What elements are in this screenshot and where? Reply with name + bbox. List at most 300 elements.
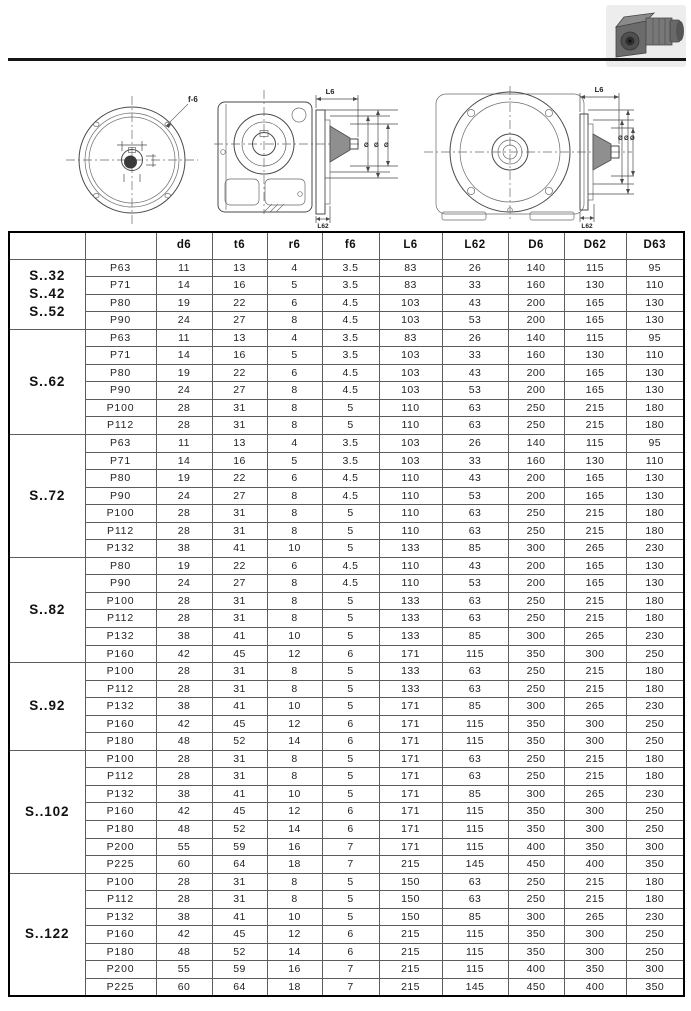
value-cell: 48 <box>156 733 212 751</box>
table-head <box>9 232 684 259</box>
model-cell: P63 <box>85 259 156 277</box>
value-cell: 130 <box>626 382 684 400</box>
value-cell: 103 <box>379 452 442 470</box>
value-cell: 180 <box>626 610 684 628</box>
value-cell: 5 <box>267 277 322 295</box>
value-cell: 300 <box>508 698 564 716</box>
table-row <box>9 680 684 698</box>
value-cell: 300 <box>626 961 684 979</box>
value-cell: 5 <box>322 698 379 716</box>
value-cell: 63 <box>442 768 508 786</box>
value-cell: 27 <box>212 382 267 400</box>
value-cell: 5 <box>322 592 379 610</box>
value-cell: 16 <box>267 961 322 979</box>
value-cell: 85 <box>442 540 508 558</box>
value-cell: 350 <box>508 943 564 961</box>
value-cell: 110 <box>379 399 442 417</box>
value-cell: 18 <box>267 978 322 996</box>
value-cell: 5 <box>322 680 379 698</box>
group-label-line: S..102 <box>25 803 70 819</box>
value-cell: 83 <box>379 259 442 277</box>
group-label <box>9 873 85 996</box>
value-cell: 300 <box>508 627 564 645</box>
group-label-line: S..92 <box>29 698 66 714</box>
side-view-l6-label: L6 <box>325 87 335 96</box>
group-label-line: S..82 <box>29 601 66 617</box>
value-cell: 171 <box>379 733 442 751</box>
value-cell: 230 <box>626 785 684 803</box>
value-cell: 130 <box>626 487 684 505</box>
value-cell: 5 <box>322 663 379 681</box>
value-cell: 265 <box>564 908 626 926</box>
value-cell: 63 <box>442 522 508 540</box>
value-cell: 115 <box>442 733 508 751</box>
value-cell: 33 <box>442 452 508 470</box>
value-cell: 110 <box>626 347 684 365</box>
table-row <box>9 627 684 645</box>
value-cell: 165 <box>564 557 626 575</box>
model-cell: P200 <box>85 961 156 979</box>
table-row <box>9 856 684 874</box>
value-cell: 171 <box>379 838 442 856</box>
value-cell: 265 <box>564 785 626 803</box>
table-row <box>9 364 684 382</box>
value-cell: 63 <box>442 680 508 698</box>
table-row <box>9 838 684 856</box>
value-cell: 22 <box>212 294 267 312</box>
front-view-l6-label: L6 <box>594 85 604 94</box>
value-cell: 215 <box>564 891 626 909</box>
model-cell: P112 <box>85 522 156 540</box>
value-cell: 130 <box>564 452 626 470</box>
value-cell: 230 <box>626 627 684 645</box>
value-cell: 8 <box>267 663 322 681</box>
value-cell: 171 <box>379 821 442 839</box>
value-cell: 110 <box>379 487 442 505</box>
value-cell: 28 <box>156 417 212 435</box>
value-cell: 171 <box>379 803 442 821</box>
value-cell: 165 <box>564 575 626 593</box>
value-cell: 11 <box>156 259 212 277</box>
model-cell: P132 <box>85 627 156 645</box>
model-cell: P100 <box>85 399 156 417</box>
value-cell: 300 <box>508 540 564 558</box>
dimension-table <box>8 231 685 997</box>
value-cell: 215 <box>564 750 626 768</box>
value-cell: 38 <box>156 785 212 803</box>
value-cell: 250 <box>508 592 564 610</box>
value-cell: 350 <box>508 715 564 733</box>
value-cell: 180 <box>626 522 684 540</box>
value-cell: 133 <box>379 592 442 610</box>
value-cell: 19 <box>156 364 212 382</box>
value-cell: 4 <box>267 329 322 347</box>
value-cell: 300 <box>564 803 626 821</box>
value-cell: 4.5 <box>322 364 379 382</box>
value-cell: 165 <box>564 364 626 382</box>
value-cell: 28 <box>156 522 212 540</box>
model-cell: P160 <box>85 803 156 821</box>
value-cell: 265 <box>564 627 626 645</box>
value-cell: 10 <box>267 698 322 716</box>
value-cell: 180 <box>626 505 684 523</box>
value-cell: 38 <box>156 908 212 926</box>
table-row <box>9 785 684 803</box>
value-cell: 200 <box>508 575 564 593</box>
value-cell: 300 <box>564 943 626 961</box>
value-cell: 5 <box>322 627 379 645</box>
value-cell: 215 <box>379 856 442 874</box>
value-cell: 48 <box>156 821 212 839</box>
value-cell: 133 <box>379 680 442 698</box>
value-cell: 4.5 <box>322 470 379 488</box>
value-cell: 450 <box>508 978 564 996</box>
value-cell: 215 <box>564 417 626 435</box>
value-cell: 59 <box>212 961 267 979</box>
value-cell: 115 <box>442 645 508 663</box>
table-row <box>9 417 684 435</box>
value-cell: 22 <box>212 557 267 575</box>
model-cell: P90 <box>85 382 156 400</box>
value-cell: 13 <box>212 434 267 452</box>
value-cell: 28 <box>156 592 212 610</box>
value-cell: 215 <box>564 505 626 523</box>
value-cell: 26 <box>442 434 508 452</box>
table-row <box>9 978 684 996</box>
value-cell: 31 <box>212 750 267 768</box>
value-cell: 5 <box>267 347 322 365</box>
value-cell: 250 <box>508 505 564 523</box>
value-cell: 350 <box>564 838 626 856</box>
value-cell: 31 <box>212 505 267 523</box>
value-cell: 300 <box>564 821 626 839</box>
dimension-table-wrap <box>8 231 685 997</box>
value-cell: 64 <box>212 978 267 996</box>
value-cell: 180 <box>626 663 684 681</box>
value-cell: 63 <box>442 592 508 610</box>
value-cell: 400 <box>508 961 564 979</box>
value-cell: 130 <box>626 470 684 488</box>
value-cell: 14 <box>267 943 322 961</box>
value-cell: 11 <box>156 329 212 347</box>
model-cell: P112 <box>85 680 156 698</box>
table-row <box>9 382 684 400</box>
value-cell: 85 <box>442 698 508 716</box>
value-cell: 171 <box>379 715 442 733</box>
value-cell: 200 <box>508 382 564 400</box>
value-cell: 3.5 <box>322 329 379 347</box>
value-cell: 48 <box>156 943 212 961</box>
value-cell: 53 <box>442 312 508 330</box>
value-cell: 165 <box>564 382 626 400</box>
value-cell: 215 <box>379 926 442 944</box>
table-row <box>9 645 684 663</box>
model-cell: P200 <box>85 838 156 856</box>
value-cell: 215 <box>379 961 442 979</box>
table-row <box>9 610 684 628</box>
value-cell: 19 <box>156 294 212 312</box>
value-cell: 10 <box>267 627 322 645</box>
value-cell: 250 <box>626 943 684 961</box>
model-cell: P71 <box>85 452 156 470</box>
value-cell: 180 <box>626 750 684 768</box>
value-cell: 400 <box>564 978 626 996</box>
value-cell: 31 <box>212 399 267 417</box>
value-cell: 115 <box>442 803 508 821</box>
value-cell: 8 <box>267 382 322 400</box>
model-cell: P160 <box>85 645 156 663</box>
value-cell: 250 <box>626 715 684 733</box>
table-row <box>9 452 684 470</box>
model-cell: P160 <box>85 926 156 944</box>
value-cell: 350 <box>626 978 684 996</box>
value-cell: 130 <box>626 557 684 575</box>
column-header: D62 <box>564 232 626 259</box>
model-cell: P225 <box>85 978 156 996</box>
value-cell: 450 <box>508 856 564 874</box>
value-cell: 8 <box>267 873 322 891</box>
value-cell: 115 <box>564 434 626 452</box>
value-cell: 110 <box>379 470 442 488</box>
value-cell: 4.5 <box>322 294 379 312</box>
column-header: D63 <box>626 232 684 259</box>
model-cell: P90 <box>85 487 156 505</box>
value-cell: 6 <box>267 294 322 312</box>
value-cell: 7 <box>322 838 379 856</box>
value-cell: 43 <box>442 557 508 575</box>
value-cell: 14 <box>156 277 212 295</box>
value-cell: 300 <box>626 838 684 856</box>
value-cell: 5 <box>322 785 379 803</box>
value-cell: 300 <box>508 785 564 803</box>
value-cell: 133 <box>379 540 442 558</box>
value-cell: 18 <box>267 856 322 874</box>
group-label-line: S..32 <box>29 267 66 283</box>
value-cell: 10 <box>267 785 322 803</box>
value-cell: 133 <box>379 663 442 681</box>
value-cell: 41 <box>212 540 267 558</box>
model-cell: P90 <box>85 575 156 593</box>
group-label <box>9 329 85 434</box>
value-cell: 140 <box>508 434 564 452</box>
flange-front-view-drawing <box>62 84 212 226</box>
value-cell: 250 <box>508 891 564 909</box>
value-cell: 165 <box>564 294 626 312</box>
value-cell: 28 <box>156 399 212 417</box>
value-cell: 165 <box>564 312 626 330</box>
value-cell: 140 <box>508 259 564 277</box>
model-cell: P132 <box>85 908 156 926</box>
model-cell: P100 <box>85 592 156 610</box>
table-row <box>9 557 684 575</box>
value-cell: 13 <box>212 329 267 347</box>
front-view-dia-mark-1: Ø <box>618 136 623 142</box>
value-cell: 250 <box>508 417 564 435</box>
value-cell: 7 <box>322 856 379 874</box>
value-cell: 130 <box>626 312 684 330</box>
model-cell: P80 <box>85 364 156 382</box>
model-cell: P90 <box>85 312 156 330</box>
value-cell: 300 <box>564 733 626 751</box>
table-row <box>9 943 684 961</box>
value-cell: 350 <box>626 856 684 874</box>
value-cell: 28 <box>156 873 212 891</box>
model-cell: P180 <box>85 943 156 961</box>
value-cell: 64 <box>212 856 267 874</box>
value-cell: 215 <box>379 978 442 996</box>
value-cell: 63 <box>442 873 508 891</box>
value-cell: 250 <box>626 821 684 839</box>
model-cell: P112 <box>85 891 156 909</box>
value-cell: 200 <box>508 312 564 330</box>
value-cell: 265 <box>564 698 626 716</box>
value-cell: 215 <box>564 592 626 610</box>
value-cell: 41 <box>212 627 267 645</box>
value-cell: 230 <box>626 698 684 716</box>
value-cell: 26 <box>442 329 508 347</box>
value-cell: 130 <box>564 277 626 295</box>
value-cell: 63 <box>442 505 508 523</box>
model-cell: P132 <box>85 785 156 803</box>
value-cell: 5 <box>322 610 379 628</box>
value-cell: 63 <box>442 417 508 435</box>
value-cell: 4.5 <box>322 575 379 593</box>
value-cell: 115 <box>442 838 508 856</box>
value-cell: 140 <box>508 329 564 347</box>
value-cell: 250 <box>508 663 564 681</box>
model-cell: P112 <box>85 417 156 435</box>
value-cell: 150 <box>379 891 442 909</box>
value-cell: 215 <box>564 399 626 417</box>
gearbox-side-view-drawing <box>212 82 404 228</box>
value-cell: 3.5 <box>322 434 379 452</box>
value-cell: 28 <box>156 680 212 698</box>
value-cell: 4.5 <box>322 382 379 400</box>
table-row <box>9 821 684 839</box>
value-cell: 42 <box>156 926 212 944</box>
value-cell: 130 <box>626 364 684 382</box>
value-cell: 53 <box>442 487 508 505</box>
value-cell: 38 <box>156 698 212 716</box>
table-row <box>9 329 684 347</box>
side-view-dia-mark-3: Ø <box>384 143 389 149</box>
value-cell: 133 <box>379 627 442 645</box>
value-cell: 19 <box>156 470 212 488</box>
group-label-line: S..62 <box>29 373 66 389</box>
value-cell: 350 <box>508 926 564 944</box>
value-cell: 130 <box>626 575 684 593</box>
value-cell: 14 <box>156 347 212 365</box>
value-cell: 133 <box>379 610 442 628</box>
group-label-line: S..72 <box>29 487 66 503</box>
model-cell: P100 <box>85 505 156 523</box>
value-cell: 215 <box>564 680 626 698</box>
value-cell: 3.5 <box>322 347 379 365</box>
table-row <box>9 347 684 365</box>
table-row <box>9 961 684 979</box>
value-cell: 8 <box>267 505 322 523</box>
value-cell: 45 <box>212 715 267 733</box>
group-label <box>9 750 85 873</box>
table-row <box>9 873 684 891</box>
model-cell: P80 <box>85 294 156 312</box>
table-row <box>9 312 684 330</box>
value-cell: 6 <box>322 733 379 751</box>
value-cell: 250 <box>626 645 684 663</box>
value-cell: 95 <box>626 329 684 347</box>
value-cell: 8 <box>267 750 322 768</box>
value-cell: 5 <box>322 540 379 558</box>
value-cell: 103 <box>379 312 442 330</box>
model-cell: P63 <box>85 434 156 452</box>
value-cell: 265 <box>564 540 626 558</box>
value-cell: 6 <box>267 470 322 488</box>
value-cell: 200 <box>508 557 564 575</box>
value-cell: 171 <box>379 750 442 768</box>
value-cell: 8 <box>267 522 322 540</box>
value-cell: 55 <box>156 838 212 856</box>
value-cell: 3.5 <box>322 452 379 470</box>
value-cell: 171 <box>379 645 442 663</box>
value-cell: 250 <box>626 926 684 944</box>
column-header: f6 <box>322 232 379 259</box>
value-cell: 14 <box>156 452 212 470</box>
value-cell: 6 <box>322 803 379 821</box>
value-cell: 24 <box>156 382 212 400</box>
table-row <box>9 522 684 540</box>
value-cell: 83 <box>379 329 442 347</box>
value-cell: 200 <box>508 470 564 488</box>
value-cell: 180 <box>626 680 684 698</box>
table-row <box>9 505 684 523</box>
value-cell: 300 <box>564 715 626 733</box>
column-header: L6 <box>379 232 442 259</box>
front-view-dia-mark-3: Ø <box>630 136 635 142</box>
value-cell: 103 <box>379 347 442 365</box>
value-cell: 19 <box>156 557 212 575</box>
value-cell: 22 <box>212 364 267 382</box>
value-cell: 8 <box>267 610 322 628</box>
table-body <box>9 259 684 996</box>
value-cell: 31 <box>212 417 267 435</box>
column-header: L62 <box>442 232 508 259</box>
value-cell: 110 <box>379 575 442 593</box>
value-cell: 42 <box>156 715 212 733</box>
value-cell: 28 <box>156 610 212 628</box>
value-cell: 110 <box>626 452 684 470</box>
value-cell: 85 <box>442 785 508 803</box>
value-cell: 12 <box>267 715 322 733</box>
value-cell: 31 <box>212 610 267 628</box>
model-cell: P132 <box>85 540 156 558</box>
value-cell: 350 <box>508 803 564 821</box>
value-cell: 5 <box>322 768 379 786</box>
value-cell: 150 <box>379 873 442 891</box>
value-cell: 13 <box>212 259 267 277</box>
model-cell: P71 <box>85 277 156 295</box>
value-cell: 180 <box>626 891 684 909</box>
value-cell: 250 <box>508 399 564 417</box>
value-cell: 24 <box>156 487 212 505</box>
table-row <box>9 294 684 312</box>
model-cell: P112 <box>85 610 156 628</box>
value-cell: 6 <box>322 821 379 839</box>
table-row <box>9 750 684 768</box>
value-cell: 150 <box>379 908 442 926</box>
side-view-dia-mark-2: Ø <box>374 143 379 149</box>
gearbox-front-view-drawing <box>418 80 638 230</box>
model-cell: P225 <box>85 856 156 874</box>
